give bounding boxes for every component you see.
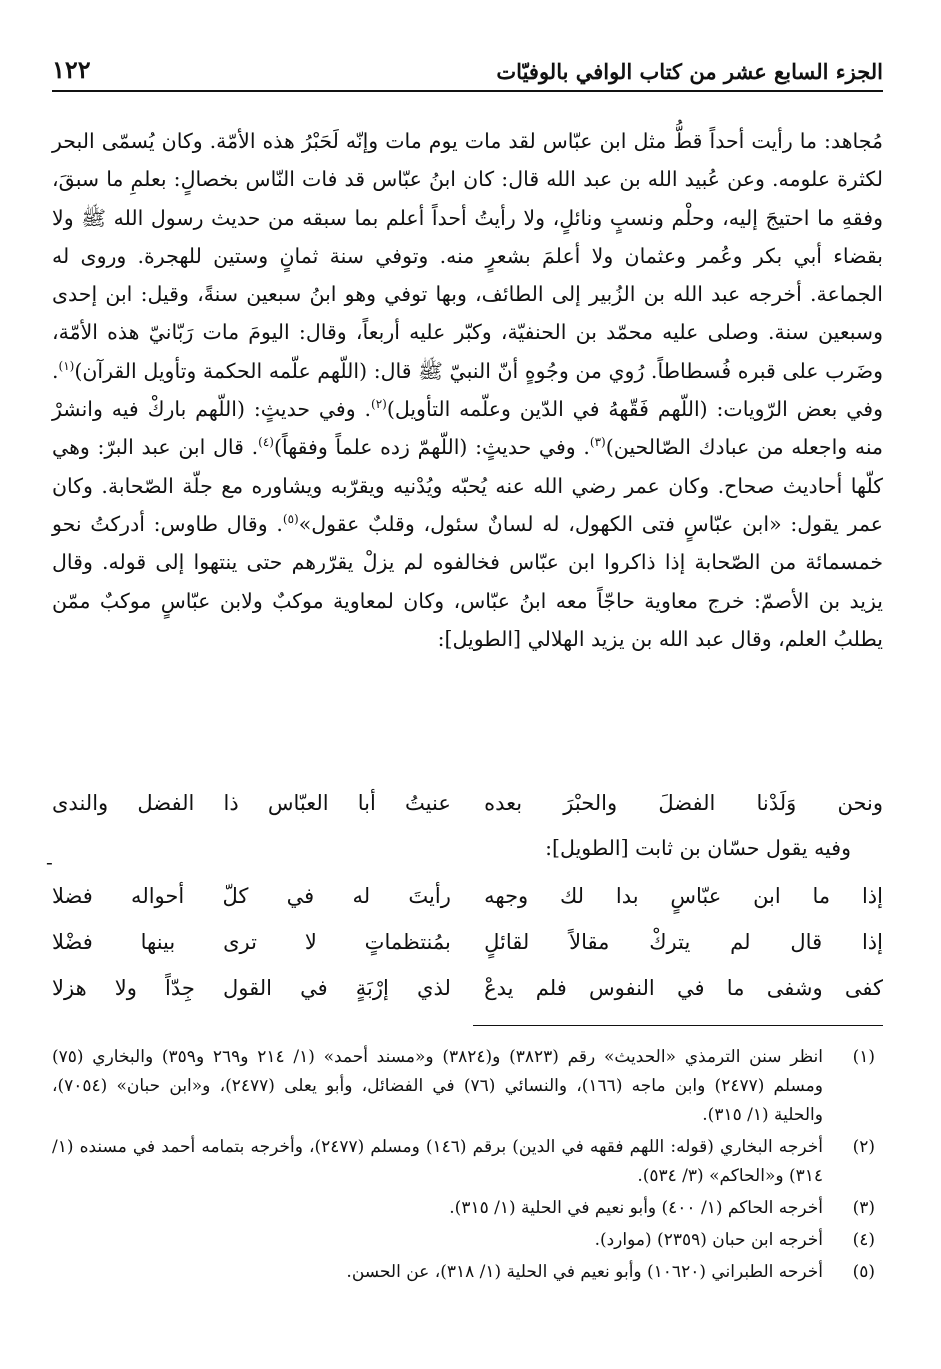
text-segment: . وفي حديثٍ: (اللّهمّ زده علماً وفقهاً) bbox=[273, 435, 590, 460]
verse bbox=[52, 965, 883, 1011]
footnote-ref: (١) bbox=[58, 358, 75, 373]
poem-intro: وفيه يقول حسّان بن ثابت [الطويل]: bbox=[545, 836, 851, 860]
verse-first-half: إذا ما ابن عبّاسٍ بدا لك وجهه bbox=[484, 884, 883, 908]
verse-second-half: عنيتُ أبا العبّاس ذا الفضل والندى bbox=[52, 791, 451, 815]
verse bbox=[52, 780, 883, 826]
poem-hilali bbox=[52, 780, 883, 826]
running-title: الجزء السابع عشر من كتاب الوافي بالوفيّات bbox=[496, 59, 883, 84]
text-segment: . وفي بعض الرّويات: (اللّهم فَقّههُ في الدّين وعلّمه التأويل) bbox=[52, 358, 883, 422]
footnote-ref: (٢) bbox=[371, 397, 387, 412]
text-segment: مُجاهد: ما رأيت أحداً قطُّ مثل ابن عبّاس لقد مات يوم مات وإنّه لَحَبْرُ هذه الأمّة. وكان يُسمّى البحر لكثرة علومه. وعن عُبيد الله بن عبد الله قال: كان ابنُ عبّاس قد فات النّاس بخصالٍ: بعلمِ ما سبقَ، وفقهِ ما احتيجَ إليه، وحلْم ونسبٍ ونائلٍ، ولا رأيتُ أحداً أعلم بما سبقه من حديث رسول الله ﷺ ولا بقضاء أبي بكر وعُمر وعثمان ولا أعلمَ بشعرٍ منه. وتوفي سنة ثمانٍ وستين للهجرة. وروى له الجماعة. أخرجه عبد الله بن الزُبير إلى الطائف، وبها توفي وهو ابنُ سبعين سنةً، وقيل: ابن إحدى وسبعين سنة. وصلى عليه محمّد بن الحنفيّة، وكبّر عليه أربعاً، وقال: اليومَ مات رَبّانيّ هذه الأمّة، وضَرب على قبره فُسطاطاً. رُوي من وجُوهٍ أنّ النبيّ ﷺ قال: (اللّهم علّمه الحكمة وتأويل القرآن) bbox=[52, 129, 883, 383]
footnote bbox=[52, 1258, 883, 1287]
footnote-number: (١) bbox=[852, 1047, 875, 1067]
verse-second-half: رأيتَ له في كلّ أحواله فضلا bbox=[52, 884, 451, 908]
footnote-ref: (٥) bbox=[282, 512, 299, 527]
footnote-number: (٢) bbox=[852, 1137, 875, 1157]
poem-hassan bbox=[52, 873, 883, 1011]
footnote bbox=[52, 1133, 883, 1191]
text-segment: . وفي حديثٍ: (اللّهم باركْ فيه وانشرْ منه واجعله من عبادك الصّالحين) bbox=[52, 397, 884, 460]
text-segment: . قال ابن عبد البرّ: وهي كلّها أحاديث صحاح. وكان عمر رضي الله عنه يُحبّه ويُدْنيه ويقرّبه ويشاوره مع جلّة الصّحابة. وكان عمر يقول: «ابن عبّاسٍ فتى الكهول، له لسانٌ سئول، وقلبٌ عقول» bbox=[52, 435, 883, 536]
footnote-number: (٥) bbox=[852, 1262, 875, 1282]
footnote-text: أخرجه البخاري (قوله: اللهم فقهه في الدين) برقم (١٤٦) ومسلم (٢٤٧٧)، وأخرجه بتمامه أحمد في مسنده (١/ ٣١٤) و«الحاكم» (٣/ ٥٣٤). bbox=[52, 1137, 824, 1186]
verse bbox=[52, 919, 883, 965]
footnote-ref: (٤) bbox=[258, 435, 274, 450]
verse bbox=[52, 873, 883, 919]
page-header bbox=[52, 52, 883, 92]
verse-first-half: كفى وشفى ما في النفوس فلم يدعْ bbox=[484, 976, 883, 1000]
footnotes bbox=[52, 1043, 883, 1290]
footnote-ref: (٣) bbox=[589, 435, 606, 450]
footnote bbox=[52, 1043, 883, 1130]
verse-second-half: لذي إرْبَةٍ في القول جِدّاً ولا هزلا bbox=[52, 976, 451, 1000]
text-segment: . وقال طاوس: أدركتُ نحو خمسمائة من الصّحابة إذا ذاكروا ابن عبّاس فخالفوه لم يزلْ يقرّرهم حتى ينتهوا إلى قوله. وقال يزيد بن الأصمّ: خرج معاوية حاجّاً معه ابنُ عبّاس، وكان لمعاوية موكبٌ ولابن عبّاسٍ موكبٌ ممّن يطلبُ العلم، وقال عبد الله بن يزيد الهلالي [الطويل]: bbox=[52, 511, 883, 651]
main-paragraph bbox=[52, 122, 883, 658]
footnote-text: أخرجه ابن حبان (٢٣٥٩) (موارد). bbox=[594, 1230, 823, 1250]
verse-second-half: بمُنتظماتٍ لا ترى بينها فضْلا bbox=[52, 930, 451, 954]
footnote bbox=[52, 1194, 883, 1223]
verse-first-half: إذا قال لم يتركْ مقالاً لقائلٍ bbox=[484, 930, 883, 954]
footnote-separator bbox=[473, 1025, 883, 1026]
footnote-text: أخرجه الحاكم (١/ ٤٠٠) وأبو نعيم في الحلية (١/ ٣١٥). bbox=[449, 1198, 823, 1218]
footnote-text: أخرحه الطبراني (١٠٦٢٠) وأبو نعيم في الحلية (١/ ٣١٨)، عن الحسن. bbox=[346, 1262, 823, 1282]
main-text bbox=[52, 122, 883, 658]
footnote bbox=[52, 1226, 883, 1255]
margin-mark: - bbox=[46, 850, 53, 874]
page-number: ١٢٢ bbox=[52, 55, 91, 84]
footnote-text: انظر سنن الترمذي «الحديث» رقم (٣٨٢٣) و(٣٨٢٤) و«مسند أحمد» (١/ ٢١٤ و٢٦٩ و٣٥٩) والبخاري (٧٥) ومسلم (٢٤٧٧) وابن ماجه (١٦٦)، والنسائي (٧٦) في الفضائل، وأبو يعلى (٢٤٧٧)، و«ابن حبان» (٧٠٥٤)، والحلية (١/ ٣١٥). bbox=[52, 1047, 823, 1125]
verse-first-half: ونحن وَلَدْنا الفضلَ والحبْرَ بعده bbox=[484, 791, 883, 815]
footnote-number: (٣) bbox=[852, 1198, 875, 1218]
footnote-number: (٤) bbox=[852, 1230, 875, 1250]
